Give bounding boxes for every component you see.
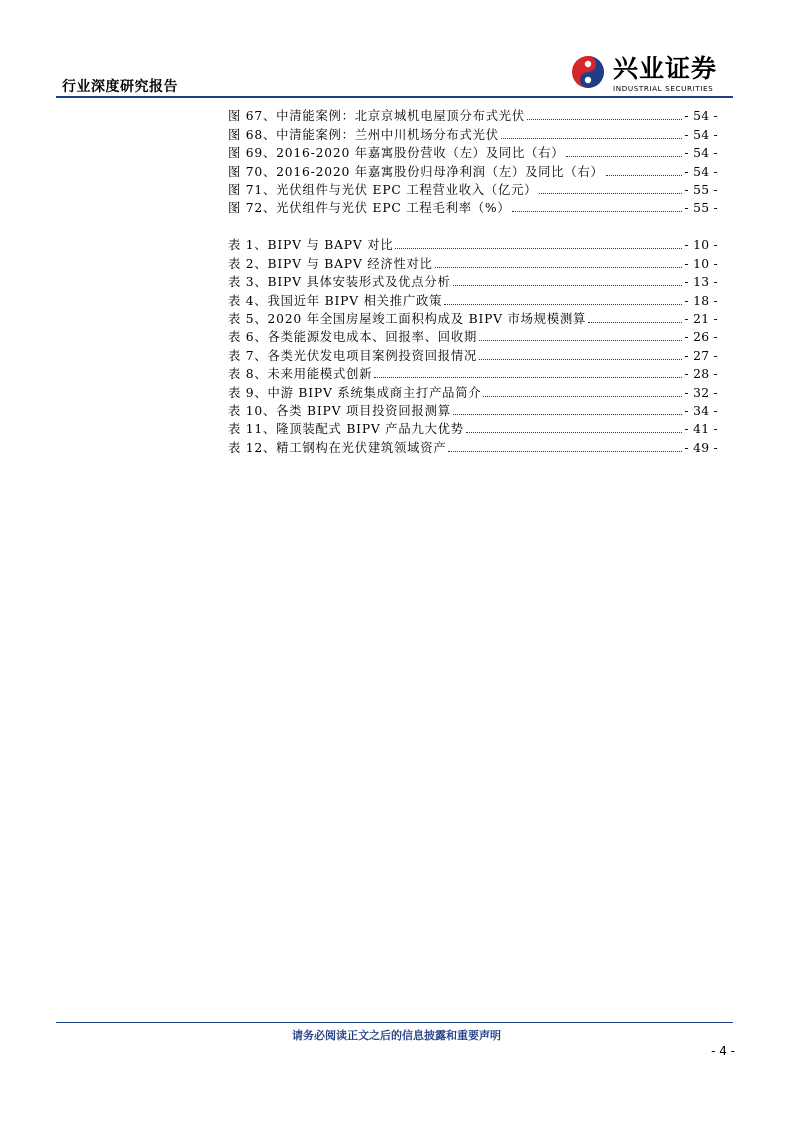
toc-entry-page: - 13 - (684, 275, 718, 290)
toc-entry-label: 表 9、中游 BIPV 系统集成商主打产品简介 (228, 385, 482, 400)
toc-entry-label: 表 11、隆顶装配式 BIPV 产品九大优势 (228, 422, 464, 437)
figure-toc-entry[interactable] (228, 180, 718, 198)
dot-leader (501, 138, 683, 139)
dot-leader (453, 414, 683, 415)
figure-list (228, 106, 718, 216)
table-toc-entry[interactable] (228, 419, 718, 437)
toc-entry-page: - 54 - (684, 127, 718, 142)
toc-entry-page: - 54 - (684, 146, 718, 161)
toc-entry-label: 表 2、BIPV 与 BAPV 经济性对比 (228, 256, 433, 271)
dot-leader (479, 340, 682, 341)
toc-entry-page: - 10 - (684, 256, 718, 271)
dot-leader (527, 119, 682, 120)
toc-entry-label: 图 70、2016-2020 年嘉寓股份归母净利润（左）及同比（右） (228, 164, 604, 179)
page-number: - 4 - (711, 1044, 735, 1058)
figure-toc-entry[interactable] (228, 198, 718, 216)
toc-entry-page: - 41 - (684, 422, 718, 437)
toc-entry-label: 表 6、各类能源发电成本、回报率、回收期 (228, 330, 478, 345)
toc-entry-label: 表 7、各类光伏发电项目案例投资回报情况 (228, 348, 478, 363)
toc-entry-page: - 54 - (684, 164, 718, 179)
dot-leader (444, 304, 682, 305)
logo-chinese-name: 兴业证券 (613, 54, 718, 83)
dot-leader (483, 396, 682, 397)
table-toc-entry[interactable] (228, 290, 718, 308)
table-toc-entry[interactable] (228, 364, 718, 382)
toc-entry-page: - 18 - (684, 293, 718, 308)
toc-entry-label: 表 1、BIPV 与 BAPV 对比 (228, 238, 394, 253)
toc-entry-label: 图 72、光伏组件与光伏 EPC 工程毛利率（%） (228, 201, 511, 216)
dot-leader (606, 175, 683, 176)
table-toc-entry[interactable] (228, 401, 718, 419)
footer-divider (56, 1022, 733, 1023)
dot-leader (453, 285, 683, 286)
dot-leader (466, 432, 683, 433)
table-toc-entry[interactable] (228, 345, 718, 363)
figure-toc-entry[interactable] (228, 161, 718, 179)
toc-entry-page: - 34 - (684, 403, 718, 418)
disclaimer-note: 请务必阅读正文之后的信息披露和重要声明 (292, 1029, 501, 1042)
toc-entry-label: 图 71、光伏组件与光伏 EPC 工程营业收入（亿元） (228, 182, 538, 197)
toc-entry-label: 表 10、各类 BIPV 项目投资回报测算 (228, 403, 451, 418)
toc-entry-label: 表 8、未来用能模式创新 (228, 367, 373, 382)
figure-toc-entry[interactable] (228, 124, 718, 142)
toc-entry-label: 表 12、精工钢构在光伏建筑领域资产 (228, 440, 447, 455)
toc-entry-page: - 26 - (684, 330, 718, 345)
dot-leader (435, 267, 683, 268)
table-toc-entry[interactable] (228, 253, 718, 271)
company-logo (571, 55, 736, 95)
dot-leader (448, 451, 682, 452)
table-toc-entry[interactable] (228, 437, 718, 455)
table-toc-entry[interactable] (228, 235, 718, 253)
header-divider (56, 96, 733, 98)
toc-entry-page: - 55 - (684, 201, 718, 216)
table-toc-entry[interactable] (228, 309, 718, 327)
table-toc-entry[interactable] (228, 272, 718, 290)
figure-toc-entry[interactable] (228, 143, 718, 161)
report-type-title: 行业深度研究报告 (62, 79, 178, 95)
dot-leader (479, 359, 682, 360)
toc-entry-page: - 10 - (684, 238, 718, 253)
toc-entry-page: - 55 - (684, 182, 718, 197)
dot-leader (588, 322, 682, 323)
logo-english-name: INDUSTRIAL SECURITIES (613, 84, 714, 93)
dot-leader (512, 211, 682, 212)
table-list (228, 235, 718, 456)
table-toc-entry[interactable] (228, 382, 718, 400)
toc-entry-page: - 54 - (684, 109, 718, 124)
figure-toc-entry[interactable] (228, 106, 718, 124)
toc-entry-label: 图 67、中清能案例：北京京城机电屋顶分布式光伏 (228, 109, 525, 124)
toc-entry-label: 表 5、2020 年全国房屋竣工面积构成及 BIPV 市场规模测算 (228, 311, 587, 326)
toc-entry-page: - 28 - (684, 367, 718, 382)
toc-entry-page: - 27 - (684, 348, 718, 363)
toc-entry-page: - 21 - (684, 311, 718, 326)
dot-leader (374, 377, 682, 378)
toc-entry-label: 图 68、中清能案例：兰州中川机场分布式光伏 (228, 127, 499, 142)
toc-entry-page: - 32 - (684, 385, 718, 400)
dot-leader (395, 248, 682, 249)
toc-entry-label: 图 69、2016-2020 年嘉寓股份营收（左）及同比（右） (228, 146, 565, 161)
dot-leader (539, 193, 682, 194)
toc-entry-page: - 49 - (684, 440, 718, 455)
table-toc-entry[interactable] (228, 327, 718, 345)
logo-mark-icon (571, 55, 605, 89)
toc-entry-label: 表 3、BIPV 具体安装形式及优点分析 (228, 275, 451, 290)
dot-leader (566, 156, 682, 157)
toc-entry-label: 表 4、我国近年 BIPV 相关推广政策 (228, 293, 443, 308)
